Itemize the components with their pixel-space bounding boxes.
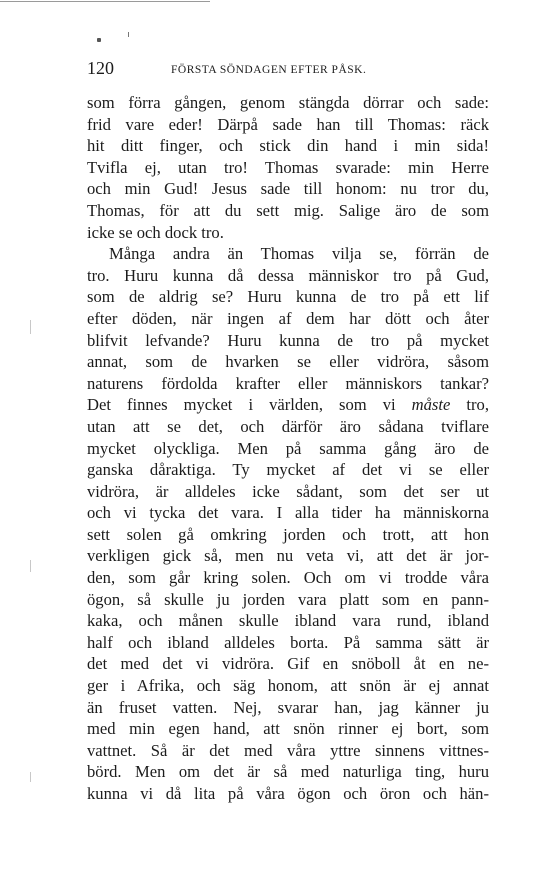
text-line: börd. Men om det är så med naturliga ting, huru (87, 762, 489, 782)
text-line: ögon, så skulle ju jorden vara platt som en pann- (87, 589, 489, 609)
text-line: Thomas, för att du sett mig. Salige äro de som (87, 200, 489, 220)
text-line: vattnet. Så är det med våra yttre sinnens vittnes- (87, 740, 489, 760)
text-line: kunna vi då lita på våra ögon och öron och hän- (87, 784, 489, 803)
text-line: vidröra, är alldeles icke sådant, som det ser ut (87, 481, 489, 501)
book-page (87, 58, 489, 805)
page-number: 120 (87, 58, 114, 78)
scan-edge-mark (30, 772, 31, 782)
emphasized-word: måste (411, 395, 451, 415)
text-line: än fruset vatten. Nej, svarar han, jag känner ju (87, 697, 489, 717)
text-line: som de aldrig se? Huru kunna de tro på ett lif (87, 287, 489, 307)
text-line: med min egen hand, att snön rinner ej bort, som (87, 719, 489, 739)
text-line: och vi tycka det vara. I alla tider ha människorna (87, 503, 489, 523)
text-line: sett solen gå omkring jorden och trott, att hon (87, 524, 489, 544)
text-line: blifvit lefvande? Huru kunna de tro på mycket (87, 330, 489, 350)
scan-edge-mark (30, 560, 31, 572)
running-head-title: FÖRSTA SÖNDAGEN EFTER PÅSK. (171, 64, 367, 76)
text-line: ganska dåraktiga. Ty mycket af det vi se eller (87, 460, 489, 480)
scan-edge-mark (30, 320, 31, 334)
scan-speck (128, 32, 129, 37)
text-line: och min Gud! Jesus sade till honom: nu tror du, (87, 179, 489, 199)
text-line: ger i Afrika, och säg honom, att snön är ej annat (87, 676, 489, 696)
text-line: det med det vi vidröra. Gif en snöboll åt en ne- (87, 654, 489, 674)
text-line: Tvifla ej, utan tro! Thomas svarade: min Herre (87, 157, 489, 177)
text-line: naturens fördolda krafter eller människors tankar? (87, 373, 489, 393)
paragraph-first-line: Många andra än Thomas vilja se, förrän de (109, 244, 489, 264)
scan-border-line (0, 1, 210, 2)
scan-speck (97, 38, 101, 42)
body-text (87, 92, 489, 805)
text-line: frid vare eder! Därpå sade han till Thomas: räck (87, 114, 489, 134)
text-line: verkligen gick så, men nu veta vi, att det är jor- (87, 546, 489, 566)
text-line: half och ibland alldeles borta. På samma sätt är (87, 632, 489, 652)
text-line: kaka, och månen skulle ibland vara rund, ibland (87, 611, 489, 631)
text-line: tro. Huru kunna då dessa människor tro på Gud, (87, 265, 489, 285)
text-line: hit ditt finger, och stick din hand i min sida! (87, 136, 489, 156)
text-line: icke se och dock tro. (87, 222, 224, 242)
running-head (87, 58, 489, 84)
text-line: mycket olyckliga. Men på samma gång äro de (87, 438, 489, 458)
text-line: som förra gången, genom stängda dörrar och sade: (87, 93, 489, 112)
text-line: Det finnes mycket i världen, som vi måste tro, (87, 395, 489, 415)
text-line: utan att se det, och därför äro sådana tviflare (87, 416, 489, 436)
text-line: annat, som de hvarken se eller vidröra, såsom (87, 352, 489, 372)
text-line: den, som går kring solen. Och om vi trodde våra (87, 568, 489, 588)
text-line: efter döden, när ingen af dem har dött och åter (87, 308, 489, 328)
